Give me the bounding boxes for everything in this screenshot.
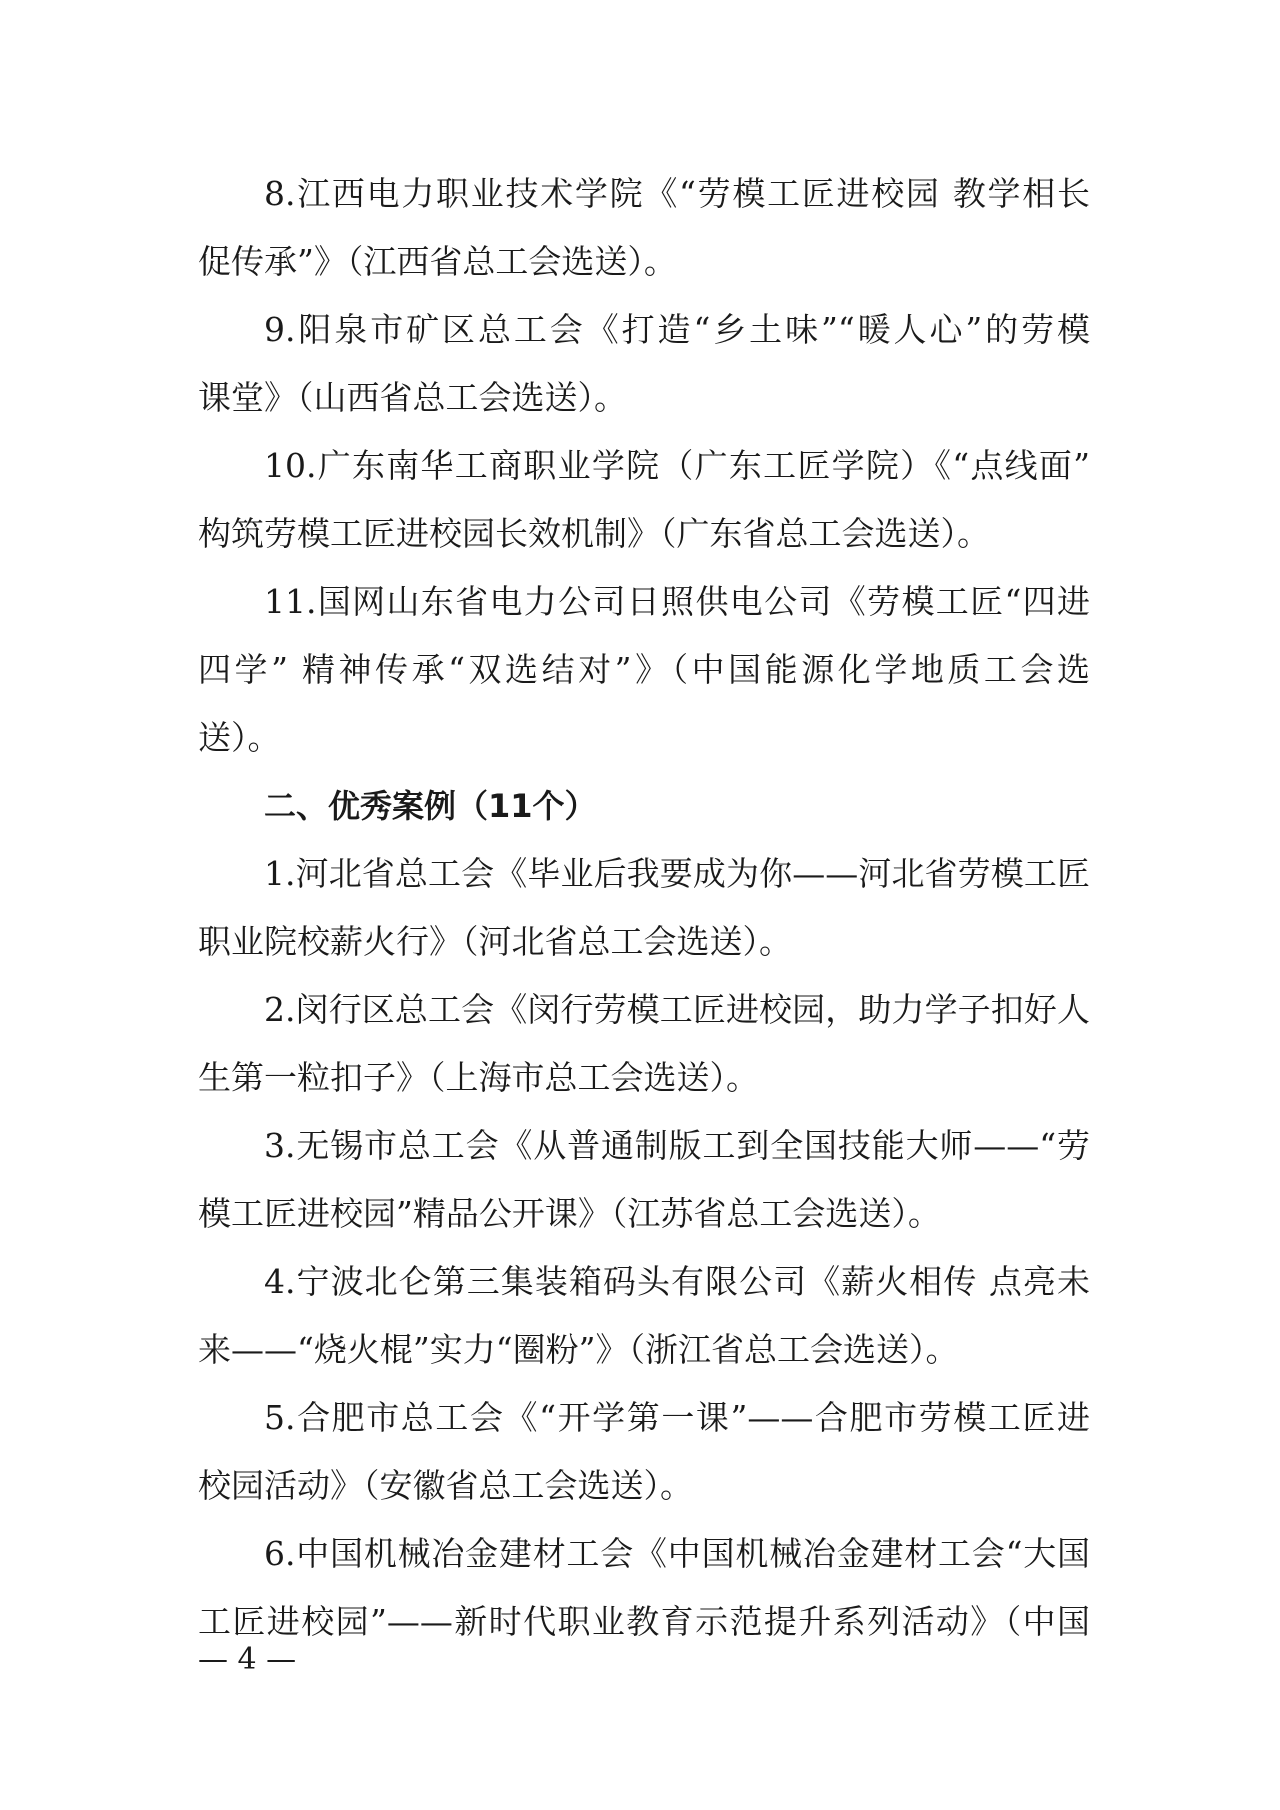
item-line: 11.国网山东省电力公司日照供电公司《劳模工匠“四进 [264,582,1090,621]
item-line: 工匠进校园”——新时代职业教育示范提升系列活动》（中国 [198,1602,1090,1641]
item-line: 模工匠进校园”精品公开课》（江苏省总工会选送）。 [198,1194,941,1233]
item-line: 5.合肥市总工会《“开学第一课”——合肥市劳模工匠进 [264,1398,1090,1437]
item-line: 生第一粒扣子》（上海市总工会选送）。 [198,1058,759,1097]
item-line: 4.宁波北仑第三集装箱码头有限公司《薪火相传 点亮未 [264,1262,1090,1301]
list-item [198,1384,1090,1520]
list-item [198,1520,1090,1656]
item-line: 9.阳泉市矿区总工会《打造“乡土味”“暖人心”的劳模 [264,310,1090,349]
item-line: 职业院校薪火行》（河北省总工会选送）。 [198,922,792,961]
item-line: 送）。 [198,718,281,757]
list-item [198,296,1090,432]
list-item [198,976,1090,1112]
item-line: 8.江西电力职业技术学院《“劳模工匠进校园 教学相长 [264,174,1090,213]
item-line: 10.广东南华工商职业学院（广东工匠学院）《“点线面” [264,446,1090,485]
list-item [198,160,1090,296]
item-line: 构筑劳模工匠进校园长效机制》（广东省总工会选送）。 [198,514,990,553]
list-item [198,1112,1090,1248]
section-heading: 二、优秀案例（11个） [264,787,597,825]
item-line: 2.闵行区总工会《闵行劳模工匠进校园，助力学子扣好人 [264,990,1090,1029]
item-line: 四学” 精神传承“双选结对”》（中国能源化学地质工会选 [198,650,1090,689]
item-line: 3.无锡市总工会《从普通制版工到全国技能大师——“劳 [264,1126,1090,1165]
item-line: 6.中国机械冶金建材工会《中国机械冶金建材工会“大国 [264,1534,1090,1573]
item-line: 校园活动》（安徽省总工会选送）。 [198,1466,693,1505]
item-line: 来——“烧火棍”实力“圈粉”》（浙江省总工会选送）。 [198,1330,959,1369]
item-line: 课堂》（山西省总工会选送）。 [198,378,627,417]
list-item [198,432,1090,568]
list-item [198,568,1090,772]
list-item [198,840,1090,976]
item-line: 促传承”》（江西省总工会选送）。 [198,242,677,281]
document-body [198,160,1090,1656]
list-item [198,1248,1090,1384]
page-number: — 4 — [198,1642,297,1677]
item-line: 1.河北省总工会《毕业后我要成为你——河北省劳模工匠 [264,854,1090,893]
